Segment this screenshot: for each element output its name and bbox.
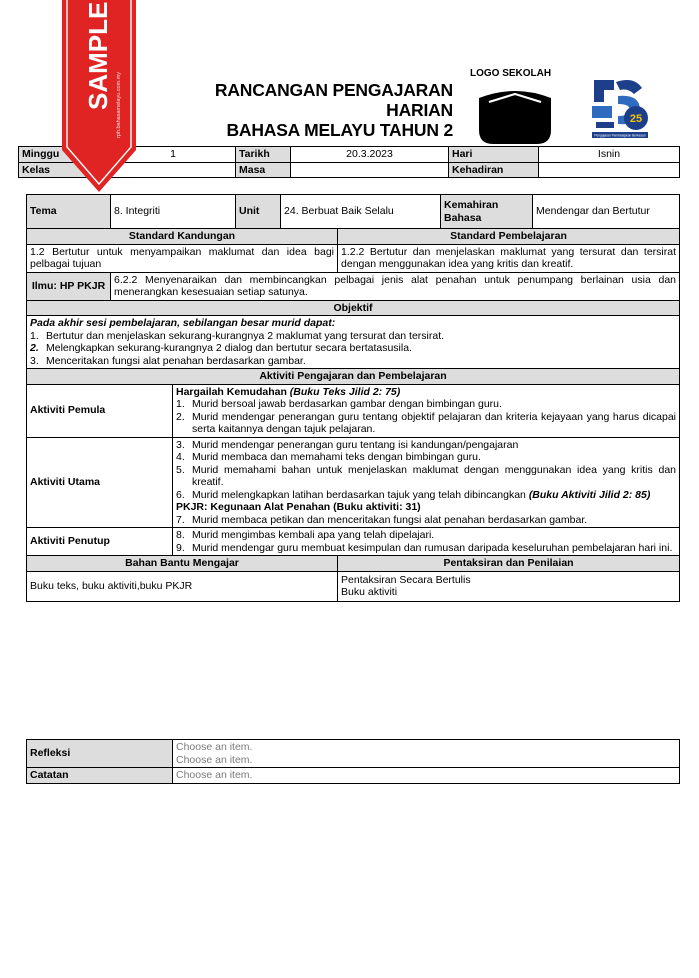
ilmu-label: Ilmu: HP PKJR bbox=[27, 272, 111, 300]
catatan-dropdown[interactable]: Choose an item. bbox=[173, 768, 680, 784]
standard-kandungan-value: 1.2 Bertutur untuk menyampaikan maklumat dan idea bagi pelbagai tujuan bbox=[27, 244, 338, 272]
item-number: 4. bbox=[176, 451, 185, 463]
tema-value: 8. Integriti bbox=[111, 195, 236, 229]
standard-kandungan-header: Standard Kandungan bbox=[27, 229, 338, 245]
penutup-item bbox=[176, 529, 676, 542]
kemahiran-label: Kemahiran Bahasa bbox=[441, 195, 533, 229]
objektif-item bbox=[30, 355, 676, 368]
item-ref: (Buku Aktiviti Jilid 2: 85) bbox=[528, 488, 651, 501]
emblem-caption: Pengajaran Pembelajaran Berkesan bbox=[594, 133, 646, 138]
aktiviti-pemula-content bbox=[173, 384, 680, 437]
minggu-value[interactable]: 1 bbox=[111, 147, 236, 163]
item-number: 8. bbox=[176, 529, 185, 541]
sample-ribbon-label bbox=[62, 0, 136, 150]
objektif-item bbox=[30, 342, 676, 355]
utama-item bbox=[176, 514, 676, 527]
refleksi-content bbox=[173, 740, 680, 768]
utama-item bbox=[176, 464, 676, 489]
unit-value: 24. Berbuat Baik Selalu bbox=[281, 195, 441, 229]
utama-item bbox=[176, 451, 676, 464]
utama-item bbox=[176, 489, 676, 502]
pkjr-heading: PKJR: Kegunaan Alat Penahan (Buku aktiviti: 31) bbox=[176, 501, 421, 513]
item-text: Melengkapkan sekurang-kurangnya 2 dialog dan bertutur secara bertatasusila. bbox=[46, 342, 412, 354]
item-number: 1. bbox=[30, 329, 39, 342]
catatan-label: Catatan bbox=[27, 768, 173, 784]
item-number: 3. bbox=[176, 438, 185, 451]
pentaksiran-value bbox=[338, 571, 680, 601]
hari-value[interactable]: Isnin bbox=[539, 147, 680, 163]
item-text: Murid mengimbas kembali apa yang telah dipelajari. bbox=[192, 529, 435, 541]
item-number: 1. bbox=[176, 398, 185, 410]
item-text: Murid mendengar penerangan guru tentang objektif pelajaran dan kriteria kejayaan yang harus dicapai serta kaitannya dengan tajuk pelajaran. bbox=[192, 410, 677, 435]
masa-label: Masa bbox=[236, 162, 291, 178]
penutup-item bbox=[176, 542, 676, 555]
objektif-header: Objektif bbox=[27, 300, 680, 316]
item-text: Murid membaca dan memahami teks dengan bimbingan guru. bbox=[192, 451, 481, 463]
pemula-item bbox=[176, 411, 676, 436]
item-text: Murid membaca petikan dan menceritakan fungsi alat penahan berdasarkan gambar. bbox=[192, 513, 588, 526]
objektif-content bbox=[27, 316, 680, 369]
item-number: 7. bbox=[176, 513, 185, 526]
standard-pembelajaran-value: 1.2.2 Bertutur dan menjelaskan maklumat yang tersurat dan tersirat dengan menggunakan idea yang kritis dan kreatif. bbox=[338, 244, 680, 272]
item-number: 2. bbox=[176, 410, 185, 423]
sample-text: SAMPLE bbox=[83, 1, 113, 110]
utama-item bbox=[176, 439, 676, 452]
pemula-item bbox=[176, 398, 676, 411]
item-text: Menceritakan fungsi alat penahan berdasarkan gambar. bbox=[46, 354, 306, 367]
title-line-2: BAHASA MELAYU TAHUN 2 bbox=[226, 120, 453, 140]
aktiviti-penutup-label: Aktiviti Penutup bbox=[27, 528, 173, 556]
school-logo-shield-icon bbox=[475, 86, 555, 146]
tarikh-value[interactable]: 20.3.2023 bbox=[291, 147, 449, 163]
page-title bbox=[148, 80, 453, 140]
aktiviti-header: Aktiviti Pengajaran dan Pembelajaran bbox=[27, 369, 680, 385]
aktiviti-pemula-label: Aktiviti Pemula bbox=[27, 384, 173, 437]
pentaksiran-line-2: Buku aktiviti bbox=[341, 586, 398, 598]
aktiviti-penutup-content bbox=[173, 528, 680, 556]
kehadiran-value[interactable] bbox=[539, 162, 680, 178]
kelas-label: Kelas bbox=[19, 162, 111, 178]
bbm-value: Buku teks, buku aktiviti,buku PKJR bbox=[27, 571, 338, 601]
emblem-number: 25 bbox=[629, 113, 643, 125]
tema-label: Tema bbox=[27, 195, 111, 229]
refleksi-dropdown-2[interactable]: Choose an item. bbox=[176, 753, 253, 766]
aktiviti-utama-label: Aktiviti Utama bbox=[27, 437, 173, 528]
item-number: 9. bbox=[176, 541, 185, 554]
pentaksiran-header: Pentaksiran dan Penilaian bbox=[338, 556, 680, 572]
item-text: Murid memahami bahan untuk menjelaskan maklumat dengan menggunakan idea yang kritis dan kreatif. bbox=[192, 463, 677, 488]
standard-pembelajaran-header: Standard Pembelajaran bbox=[338, 229, 680, 245]
logo-label: LOGO SEKOLAH bbox=[470, 68, 552, 79]
item-number: 2. bbox=[30, 342, 39, 354]
refleksi-dropdown-1[interactable]: Choose an item. bbox=[176, 741, 253, 753]
minggu-label: Minggu bbox=[19, 147, 111, 163]
unit-label: Unit bbox=[236, 195, 281, 229]
item-text: Murid melengkapkan latihan berdasarkan tajuk yang telah dibincangkan bbox=[192, 488, 526, 501]
pemula-heading-ref: (Buku Teks Jilid 2: 75) bbox=[289, 385, 401, 398]
refleksi-table bbox=[26, 739, 680, 784]
main-lesson-table bbox=[26, 194, 680, 602]
tarikh-label: Tarikh bbox=[236, 147, 291, 163]
ilmu-value: 6.2.2 Menyenaraikan dan membincangkan pelbagai jenis alat penahan untuk penumpang berlainan usia dan menerangkan kesesuaian setiap satunya. bbox=[111, 272, 680, 300]
kehadiran-label: Kehadiran bbox=[449, 162, 539, 178]
masa-value[interactable] bbox=[291, 162, 449, 178]
kemahiran-value: Mendengar dan Bertutur bbox=[533, 195, 680, 229]
item-text: Murid bersoal jawab berdasarkan gambar dengan bimbingan guru. bbox=[192, 398, 502, 410]
hari-label: Hari bbox=[449, 147, 539, 163]
item-text: Bertutur dan menjelaskan sekurang-kurangnya 2 maklumat yang tersurat dan tersirat. bbox=[46, 329, 445, 342]
item-text: Murid mendengar guru membuat kesimpulan dan rumusan daripada keseluruhan pembelajaran hari ini. bbox=[192, 541, 673, 554]
objektif-intro: Pada akhir sesi pembelajaran, sebilangan besar murid dapat: bbox=[30, 317, 336, 329]
refleksi-label: Refleksi bbox=[27, 740, 173, 768]
aktiviti-utama-content bbox=[173, 437, 680, 528]
objektif-item bbox=[30, 330, 676, 343]
sample-subtext: rph.bahasamelayu.com.my bbox=[116, 71, 122, 138]
bbm-header: Bahan Bantu Mengajar bbox=[27, 556, 338, 572]
ipg-emblem-icon bbox=[584, 72, 656, 144]
title-line-1: RANCANGAN PENGAJARAN HARIAN bbox=[214, 80, 453, 120]
item-text: Murid mendengar penerangan guru tentang isi kandungan/pengajaran bbox=[192, 438, 519, 451]
pemula-heading: Hargailah Kemudahan bbox=[176, 385, 287, 398]
pentaksiran-line-1: Pentaksiran Secara Bertulis bbox=[341, 573, 471, 586]
item-number: 6. bbox=[176, 488, 185, 501]
item-number: 3. bbox=[30, 354, 39, 367]
item-number: 5. bbox=[176, 463, 185, 476]
